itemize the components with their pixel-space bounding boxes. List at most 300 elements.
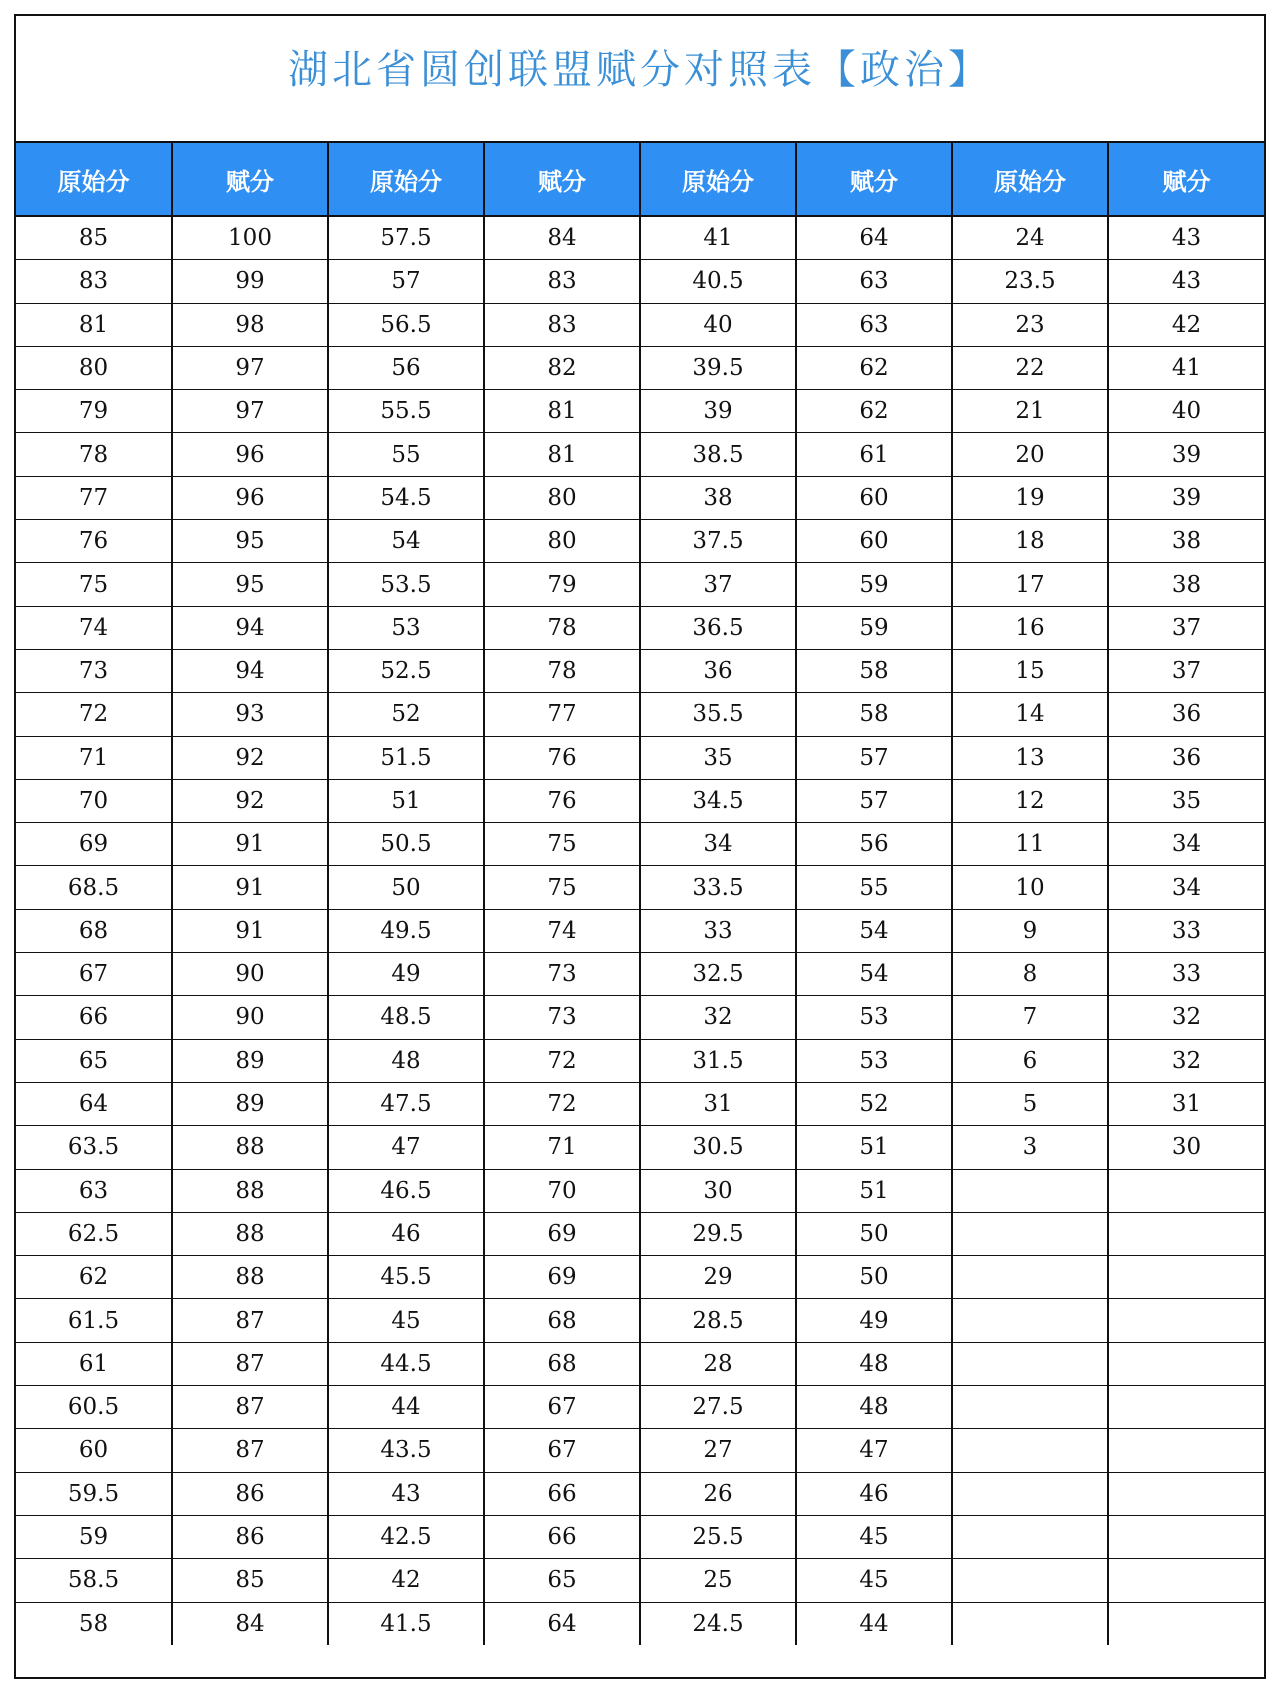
raw-score-cell: 10 bbox=[952, 866, 1108, 909]
table-row bbox=[16, 1386, 1264, 1429]
raw-score-cell: 55 bbox=[328, 433, 484, 476]
assigned-score-cell: 43 bbox=[1108, 260, 1264, 303]
raw-score-cell: 43.5 bbox=[328, 1429, 484, 1472]
assigned-score-cell: 91 bbox=[172, 823, 328, 866]
assigned-score-cell: 83 bbox=[484, 303, 640, 346]
assigned-score-cell: 64 bbox=[484, 1602, 640, 1645]
raw-score-cell bbox=[952, 1429, 1108, 1472]
assigned-score-cell: 79 bbox=[484, 563, 640, 606]
raw-score-cell: 63 bbox=[16, 1169, 172, 1212]
table-row bbox=[16, 823, 1264, 866]
raw-score-cell bbox=[952, 1472, 1108, 1515]
assigned-score-cell: 80 bbox=[484, 520, 640, 563]
assigned-score-cell: 41 bbox=[1108, 346, 1264, 389]
raw-score-cell: 23.5 bbox=[952, 260, 1108, 303]
raw-score-cell: 22 bbox=[952, 346, 1108, 389]
raw-score-cell: 7 bbox=[952, 996, 1108, 1039]
raw-score-cell: 73 bbox=[16, 649, 172, 692]
raw-score-cell: 42.5 bbox=[328, 1515, 484, 1558]
raw-score-cell: 79 bbox=[16, 390, 172, 433]
raw-score-cell: 56.5 bbox=[328, 303, 484, 346]
table-row bbox=[16, 260, 1264, 303]
table-body bbox=[16, 216, 1264, 1645]
assigned-score-cell: 71 bbox=[484, 1126, 640, 1169]
raw-score-cell: 25 bbox=[640, 1559, 796, 1602]
assigned-score-cell: 43 bbox=[1108, 216, 1264, 260]
raw-score-cell: 64 bbox=[16, 1082, 172, 1125]
assigned-score-cell: 44 bbox=[796, 1602, 952, 1645]
assigned-score-cell: 94 bbox=[172, 606, 328, 649]
raw-score-cell: 54 bbox=[328, 520, 484, 563]
assigned-score-cell: 66 bbox=[484, 1515, 640, 1558]
assigned-score-cell: 69 bbox=[484, 1212, 640, 1255]
assigned-score-cell: 70 bbox=[484, 1169, 640, 1212]
conversion-table bbox=[16, 143, 1264, 1645]
assigned-score-cell: 95 bbox=[172, 563, 328, 606]
raw-score-cell: 59.5 bbox=[16, 1472, 172, 1515]
raw-score-cell: 18 bbox=[952, 520, 1108, 563]
assigned-score-cell: 49 bbox=[796, 1299, 952, 1342]
assigned-score-cell: 61 bbox=[796, 433, 952, 476]
raw-score-cell bbox=[952, 1212, 1108, 1255]
assigned-score-cell: 63 bbox=[796, 260, 952, 303]
table-row bbox=[16, 996, 1264, 1039]
assigned-score-cell: 77 bbox=[484, 693, 640, 736]
assigned-score-cell bbox=[1108, 1602, 1264, 1645]
assigned-score-cell bbox=[1108, 1169, 1264, 1212]
assigned-score-cell: 33 bbox=[1108, 909, 1264, 952]
assigned-score-cell: 57 bbox=[796, 779, 952, 822]
raw-score-cell: 29.5 bbox=[640, 1212, 796, 1255]
assigned-score-cell: 51 bbox=[796, 1126, 952, 1169]
assigned-score-cell: 72 bbox=[484, 1082, 640, 1125]
raw-score-cell: 49.5 bbox=[328, 909, 484, 952]
assigned-score-cell: 75 bbox=[484, 866, 640, 909]
assigned-score-cell: 88 bbox=[172, 1256, 328, 1299]
raw-score-cell: 61 bbox=[16, 1342, 172, 1385]
table-row bbox=[16, 779, 1264, 822]
raw-score-cell: 60.5 bbox=[16, 1386, 172, 1429]
assigned-score-cell: 32 bbox=[1108, 996, 1264, 1039]
raw-score-cell: 75 bbox=[16, 563, 172, 606]
assigned-score-cell: 48 bbox=[796, 1386, 952, 1429]
raw-score-cell: 57 bbox=[328, 260, 484, 303]
assigned-score-cell: 66 bbox=[484, 1472, 640, 1515]
assigned-score-cell: 60 bbox=[796, 476, 952, 519]
raw-score-cell: 32 bbox=[640, 996, 796, 1039]
page-title: 湖北省圆创联盟赋分对照表【政治】 bbox=[16, 16, 1264, 143]
raw-score-cell: 29 bbox=[640, 1256, 796, 1299]
assigned-score-cell: 31 bbox=[1108, 1082, 1264, 1125]
header-raw-score: 原始分 bbox=[640, 143, 796, 216]
assigned-score-cell: 60 bbox=[796, 520, 952, 563]
table-row bbox=[16, 953, 1264, 996]
raw-score-cell: 38.5 bbox=[640, 433, 796, 476]
assigned-score-cell: 73 bbox=[484, 953, 640, 996]
raw-score-cell: 39 bbox=[640, 390, 796, 433]
assigned-score-cell: 62 bbox=[796, 390, 952, 433]
raw-score-cell bbox=[952, 1342, 1108, 1385]
assigned-score-cell: 62 bbox=[796, 346, 952, 389]
assigned-score-cell bbox=[1108, 1386, 1264, 1429]
raw-score-cell: 39.5 bbox=[640, 346, 796, 389]
assigned-score-cell bbox=[1108, 1256, 1264, 1299]
raw-score-cell: 63.5 bbox=[16, 1126, 172, 1169]
assigned-score-cell: 93 bbox=[172, 693, 328, 736]
raw-score-cell: 62.5 bbox=[16, 1212, 172, 1255]
assigned-score-cell: 74 bbox=[484, 909, 640, 952]
assigned-score-cell: 99 bbox=[172, 260, 328, 303]
table-row bbox=[16, 1515, 1264, 1558]
header-row bbox=[16, 143, 1264, 216]
raw-score-cell: 83 bbox=[16, 260, 172, 303]
raw-score-cell: 49 bbox=[328, 953, 484, 996]
assigned-score-cell: 69 bbox=[484, 1256, 640, 1299]
assigned-score-cell: 91 bbox=[172, 866, 328, 909]
assigned-score-cell: 87 bbox=[172, 1429, 328, 1472]
assigned-score-cell: 89 bbox=[172, 1082, 328, 1125]
assigned-score-cell bbox=[1108, 1559, 1264, 1602]
table-row bbox=[16, 866, 1264, 909]
table-row bbox=[16, 1126, 1264, 1169]
raw-score-cell: 78 bbox=[16, 433, 172, 476]
raw-score-cell: 46.5 bbox=[328, 1169, 484, 1212]
raw-score-cell: 37.5 bbox=[640, 520, 796, 563]
raw-score-cell: 50.5 bbox=[328, 823, 484, 866]
assigned-score-cell: 36 bbox=[1108, 736, 1264, 779]
assigned-score-cell: 58 bbox=[796, 693, 952, 736]
raw-score-cell: 72 bbox=[16, 693, 172, 736]
table-row bbox=[16, 606, 1264, 649]
assigned-score-cell: 68 bbox=[484, 1342, 640, 1385]
raw-score-cell: 34 bbox=[640, 823, 796, 866]
raw-score-cell: 53 bbox=[328, 606, 484, 649]
assigned-score-cell: 65 bbox=[484, 1559, 640, 1602]
raw-score-cell bbox=[952, 1256, 1108, 1299]
assigned-score-cell: 86 bbox=[172, 1472, 328, 1515]
assigned-score-cell bbox=[1108, 1342, 1264, 1385]
raw-score-cell: 36.5 bbox=[640, 606, 796, 649]
assigned-score-cell: 45 bbox=[796, 1559, 952, 1602]
raw-score-cell: 65 bbox=[16, 1039, 172, 1082]
assigned-score-cell: 40 bbox=[1108, 390, 1264, 433]
raw-score-cell: 68 bbox=[16, 909, 172, 952]
assigned-score-cell: 75 bbox=[484, 823, 640, 866]
raw-score-cell: 60 bbox=[16, 1429, 172, 1472]
table-row bbox=[16, 346, 1264, 389]
raw-score-cell: 44.5 bbox=[328, 1342, 484, 1385]
raw-score-cell: 57.5 bbox=[328, 216, 484, 260]
raw-score-cell: 50 bbox=[328, 866, 484, 909]
assigned-score-cell: 88 bbox=[172, 1169, 328, 1212]
raw-score-cell: 81 bbox=[16, 303, 172, 346]
raw-score-cell: 74 bbox=[16, 606, 172, 649]
assigned-score-cell: 76 bbox=[484, 779, 640, 822]
raw-score-cell: 48 bbox=[328, 1039, 484, 1082]
assigned-score-cell: 48 bbox=[796, 1342, 952, 1385]
raw-score-cell: 42 bbox=[328, 1559, 484, 1602]
raw-score-cell: 30 bbox=[640, 1169, 796, 1212]
assigned-score-cell: 59 bbox=[796, 606, 952, 649]
raw-score-cell: 51 bbox=[328, 779, 484, 822]
raw-score-cell: 76 bbox=[16, 520, 172, 563]
header-raw-score: 原始分 bbox=[952, 143, 1108, 216]
raw-score-cell: 27.5 bbox=[640, 1386, 796, 1429]
raw-score-cell bbox=[952, 1515, 1108, 1558]
assigned-score-cell: 64 bbox=[796, 216, 952, 260]
assigned-score-cell: 59 bbox=[796, 563, 952, 606]
raw-score-cell: 53.5 bbox=[328, 563, 484, 606]
raw-score-cell: 45.5 bbox=[328, 1256, 484, 1299]
assigned-score-cell bbox=[1108, 1429, 1264, 1472]
assigned-score-cell: 88 bbox=[172, 1126, 328, 1169]
assigned-score-cell: 81 bbox=[484, 390, 640, 433]
raw-score-cell: 23 bbox=[952, 303, 1108, 346]
assigned-score-cell: 87 bbox=[172, 1342, 328, 1385]
raw-score-cell: 31.5 bbox=[640, 1039, 796, 1082]
assigned-score-cell: 38 bbox=[1108, 563, 1264, 606]
raw-score-cell: 3 bbox=[952, 1126, 1108, 1169]
assigned-score-cell: 82 bbox=[484, 346, 640, 389]
assigned-score-cell: 68 bbox=[484, 1299, 640, 1342]
raw-score-cell: 45 bbox=[328, 1299, 484, 1342]
raw-score-cell: 48.5 bbox=[328, 996, 484, 1039]
assigned-score-cell: 45 bbox=[796, 1515, 952, 1558]
assigned-score-cell: 72 bbox=[484, 1039, 640, 1082]
assigned-score-cell: 91 bbox=[172, 909, 328, 952]
assigned-score-cell bbox=[1108, 1515, 1264, 1558]
assigned-score-cell: 52 bbox=[796, 1082, 952, 1125]
assigned-score-cell: 78 bbox=[484, 649, 640, 692]
table-row bbox=[16, 390, 1264, 433]
raw-score-cell: 13 bbox=[952, 736, 1108, 779]
raw-score-cell: 47 bbox=[328, 1126, 484, 1169]
raw-score-cell: 54.5 bbox=[328, 476, 484, 519]
assigned-score-cell: 42 bbox=[1108, 303, 1264, 346]
raw-score-cell bbox=[952, 1386, 1108, 1429]
assigned-score-cell: 39 bbox=[1108, 476, 1264, 519]
raw-score-cell: 46 bbox=[328, 1212, 484, 1255]
raw-score-cell: 67 bbox=[16, 953, 172, 996]
table-row bbox=[16, 433, 1264, 476]
assigned-score-cell: 36 bbox=[1108, 693, 1264, 736]
assigned-score-cell: 54 bbox=[796, 953, 952, 996]
table-row bbox=[16, 909, 1264, 952]
raw-score-cell: 52 bbox=[328, 693, 484, 736]
assigned-score-cell: 32 bbox=[1108, 1039, 1264, 1082]
raw-score-cell bbox=[952, 1602, 1108, 1645]
raw-score-cell: 35.5 bbox=[640, 693, 796, 736]
raw-score-cell: 11 bbox=[952, 823, 1108, 866]
assigned-score-cell: 90 bbox=[172, 996, 328, 1039]
raw-score-cell: 41.5 bbox=[328, 1602, 484, 1645]
assigned-score-cell: 85 bbox=[172, 1559, 328, 1602]
assigned-score-cell: 97 bbox=[172, 390, 328, 433]
assigned-score-cell: 96 bbox=[172, 433, 328, 476]
raw-score-cell: 40 bbox=[640, 303, 796, 346]
score-conversion-sheet bbox=[14, 14, 1266, 1679]
assigned-score-cell: 81 bbox=[484, 433, 640, 476]
raw-score-cell: 35 bbox=[640, 736, 796, 779]
assigned-score-cell bbox=[1108, 1212, 1264, 1255]
assigned-score-cell: 39 bbox=[1108, 433, 1264, 476]
assigned-score-cell: 46 bbox=[796, 1472, 952, 1515]
raw-score-cell: 31 bbox=[640, 1082, 796, 1125]
assigned-score-cell: 76 bbox=[484, 736, 640, 779]
raw-score-cell: 25.5 bbox=[640, 1515, 796, 1558]
raw-score-cell: 77 bbox=[16, 476, 172, 519]
table-row bbox=[16, 736, 1264, 779]
raw-score-cell: 69 bbox=[16, 823, 172, 866]
assigned-score-cell: 56 bbox=[796, 823, 952, 866]
table-row bbox=[16, 1082, 1264, 1125]
assigned-score-cell: 92 bbox=[172, 736, 328, 779]
assigned-score-cell: 34 bbox=[1108, 866, 1264, 909]
assigned-score-cell: 33 bbox=[1108, 953, 1264, 996]
raw-score-cell: 28 bbox=[640, 1342, 796, 1385]
header-assigned-score: 赋分 bbox=[484, 143, 640, 216]
raw-score-cell: 17 bbox=[952, 563, 1108, 606]
assigned-score-cell: 54 bbox=[796, 909, 952, 952]
table-row bbox=[16, 1472, 1264, 1515]
assigned-score-cell: 95 bbox=[172, 520, 328, 563]
assigned-score-cell: 67 bbox=[484, 1386, 640, 1429]
raw-score-cell: 41 bbox=[640, 216, 796, 260]
assigned-score-cell: 57 bbox=[796, 736, 952, 779]
header-raw-score: 原始分 bbox=[16, 143, 172, 216]
raw-score-cell: 55.5 bbox=[328, 390, 484, 433]
assigned-score-cell: 89 bbox=[172, 1039, 328, 1082]
raw-score-cell: 56 bbox=[328, 346, 484, 389]
assigned-score-cell: 50 bbox=[796, 1212, 952, 1255]
table-row bbox=[16, 1299, 1264, 1342]
assigned-score-cell: 97 bbox=[172, 346, 328, 389]
raw-score-cell: 58.5 bbox=[16, 1559, 172, 1602]
raw-score-cell: 24 bbox=[952, 216, 1108, 260]
raw-score-cell: 43 bbox=[328, 1472, 484, 1515]
assigned-score-cell: 47 bbox=[796, 1429, 952, 1472]
table-row bbox=[16, 563, 1264, 606]
raw-score-cell: 14 bbox=[952, 693, 1108, 736]
table-row bbox=[16, 1602, 1264, 1645]
header-assigned-score: 赋分 bbox=[1108, 143, 1264, 216]
table-row bbox=[16, 1256, 1264, 1299]
table-row bbox=[16, 1429, 1264, 1472]
assigned-score-cell: 96 bbox=[172, 476, 328, 519]
assigned-score-cell: 87 bbox=[172, 1299, 328, 1342]
raw-score-cell: 6 bbox=[952, 1039, 1108, 1082]
table-row bbox=[16, 1559, 1264, 1602]
table-row bbox=[16, 1169, 1264, 1212]
raw-score-cell: 47.5 bbox=[328, 1082, 484, 1125]
assigned-score-cell: 50 bbox=[796, 1256, 952, 1299]
raw-score-cell: 59 bbox=[16, 1515, 172, 1558]
table-row bbox=[16, 1342, 1264, 1385]
assigned-score-cell: 38 bbox=[1108, 520, 1264, 563]
assigned-score-cell: 51 bbox=[796, 1169, 952, 1212]
table-row bbox=[16, 476, 1264, 519]
raw-score-cell: 19 bbox=[952, 476, 1108, 519]
assigned-score-cell: 55 bbox=[796, 866, 952, 909]
assigned-score-cell: 73 bbox=[484, 996, 640, 1039]
raw-score-cell: 36 bbox=[640, 649, 796, 692]
raw-score-cell: 20 bbox=[952, 433, 1108, 476]
raw-score-cell: 33.5 bbox=[640, 866, 796, 909]
raw-score-cell: 37 bbox=[640, 563, 796, 606]
raw-score-cell: 27 bbox=[640, 1429, 796, 1472]
assigned-score-cell: 83 bbox=[484, 260, 640, 303]
raw-score-cell: 8 bbox=[952, 953, 1108, 996]
raw-score-cell: 38 bbox=[640, 476, 796, 519]
assigned-score-cell: 84 bbox=[484, 216, 640, 260]
assigned-score-cell: 34 bbox=[1108, 823, 1264, 866]
raw-score-cell: 66 bbox=[16, 996, 172, 1039]
raw-score-cell: 12 bbox=[952, 779, 1108, 822]
raw-score-cell: 5 bbox=[952, 1082, 1108, 1125]
table-row bbox=[16, 649, 1264, 692]
assigned-score-cell: 67 bbox=[484, 1429, 640, 1472]
raw-score-cell bbox=[952, 1559, 1108, 1602]
raw-score-cell: 15 bbox=[952, 649, 1108, 692]
assigned-score-cell: 84 bbox=[172, 1602, 328, 1645]
assigned-score-cell: 58 bbox=[796, 649, 952, 692]
header-assigned-score: 赋分 bbox=[796, 143, 952, 216]
raw-score-cell: 33 bbox=[640, 909, 796, 952]
raw-score-cell: 58 bbox=[16, 1602, 172, 1645]
table-row bbox=[16, 693, 1264, 736]
raw-score-cell: 32.5 bbox=[640, 953, 796, 996]
raw-score-cell: 44 bbox=[328, 1386, 484, 1429]
raw-score-cell: 61.5 bbox=[16, 1299, 172, 1342]
assigned-score-cell: 30 bbox=[1108, 1126, 1264, 1169]
raw-score-cell: 28.5 bbox=[640, 1299, 796, 1342]
raw-score-cell: 70 bbox=[16, 779, 172, 822]
assigned-score-cell: 53 bbox=[796, 1039, 952, 1082]
header-raw-score: 原始分 bbox=[328, 143, 484, 216]
header-assigned-score: 赋分 bbox=[172, 143, 328, 216]
raw-score-cell: 71 bbox=[16, 736, 172, 779]
assigned-score-cell: 87 bbox=[172, 1386, 328, 1429]
raw-score-cell: 80 bbox=[16, 346, 172, 389]
table-row bbox=[16, 1212, 1264, 1255]
assigned-score-cell: 92 bbox=[172, 779, 328, 822]
raw-score-cell: 52.5 bbox=[328, 649, 484, 692]
raw-score-cell: 85 bbox=[78, 225, 109, 252]
assigned-score-cell: 100 bbox=[172, 216, 328, 260]
assigned-score-cell: 86 bbox=[172, 1515, 328, 1558]
table-row bbox=[16, 520, 1264, 563]
assigned-score-cell: 80 bbox=[484, 476, 640, 519]
table-row bbox=[16, 1039, 1264, 1082]
raw-score-cell: 62 bbox=[16, 1256, 172, 1299]
assigned-score-cell: 78 bbox=[484, 606, 640, 649]
raw-score-cell: 34.5 bbox=[640, 779, 796, 822]
raw-score-cell bbox=[952, 1299, 1108, 1342]
raw-score-cell: 40.5 bbox=[640, 260, 796, 303]
assigned-score-cell: 88 bbox=[172, 1212, 328, 1255]
assigned-score-cell: 37 bbox=[1108, 606, 1264, 649]
assigned-score-cell bbox=[1108, 1299, 1264, 1342]
raw-score-cell: 16 bbox=[952, 606, 1108, 649]
raw-score-cell bbox=[952, 1169, 1108, 1212]
raw-score-cell: 51.5 bbox=[328, 736, 484, 779]
raw-score-cell: 30.5 bbox=[640, 1126, 796, 1169]
raw-score-cell: 26 bbox=[640, 1472, 796, 1515]
assigned-score-cell bbox=[1108, 1472, 1264, 1515]
raw-score-cell: 21 bbox=[952, 390, 1108, 433]
raw-score-cell: 24.5 bbox=[640, 1602, 796, 1645]
assigned-score-cell: 63 bbox=[796, 303, 952, 346]
